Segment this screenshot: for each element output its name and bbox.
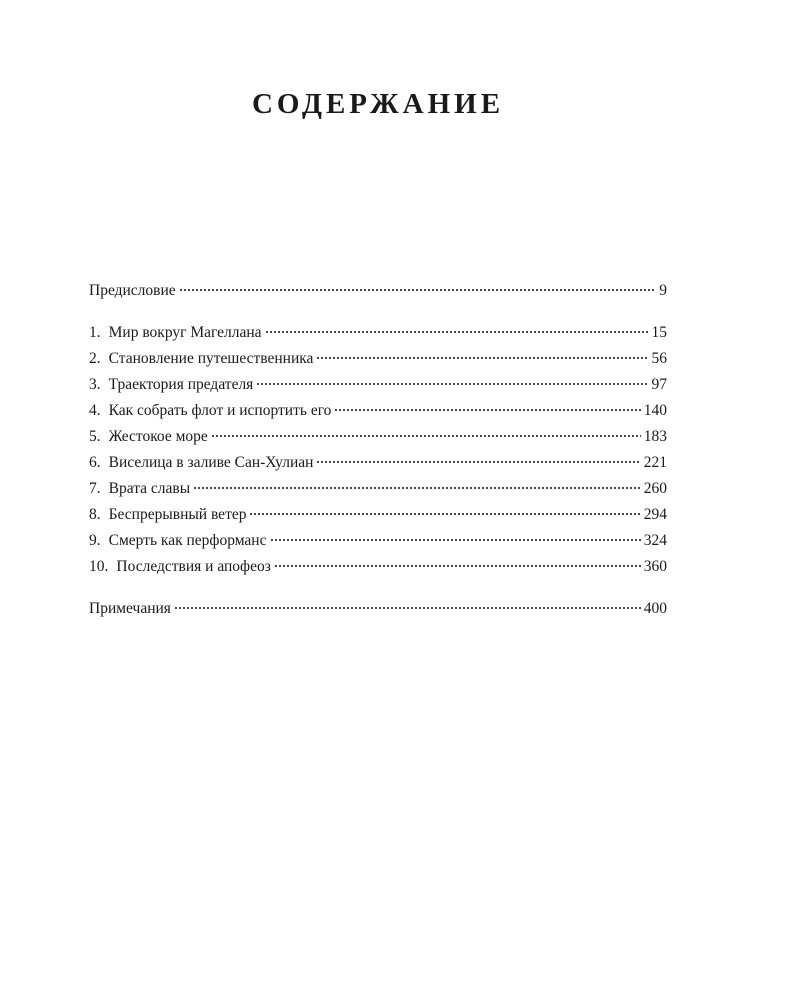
dot-leader [274, 565, 641, 567]
dot-leader [270, 539, 641, 541]
dot-leader [249, 513, 640, 515]
dot-leader [334, 409, 640, 411]
toc-entry-page: 56 [651, 350, 667, 367]
dot-leader [316, 357, 648, 359]
chapter-number: 1. [89, 324, 101, 341]
toc-entry-page: 140 [643, 402, 667, 419]
toc-entry-page: 260 [643, 480, 667, 497]
section-gap [89, 580, 667, 596]
dot-leader [174, 607, 641, 609]
toc-entry-chapter-9[interactable] [89, 528, 667, 554]
toc-entry-page: 294 [643, 506, 667, 523]
chapter-number: 5. [89, 428, 101, 445]
toc-entry-title: Жестокое море [108, 428, 208, 445]
chapter-number: 6. [89, 454, 101, 471]
chapter-number: 2. [89, 350, 101, 367]
page-title: СОДЕРЖАНИЕ [251, 88, 505, 120]
table-of-contents [89, 278, 667, 622]
toc-entry-page: 9 [659, 282, 667, 299]
toc-entry-notes[interactable] [89, 596, 667, 622]
chapter-number: 7. [89, 480, 101, 497]
toc-entry-page: 221 [643, 454, 667, 471]
toc-entry-title: Виселица в заливе Сан-Хулиан [108, 454, 314, 471]
toc-entry-page: 15 [651, 324, 667, 341]
toc-entry-title: Предисловие [89, 282, 176, 299]
dot-leader [316, 461, 640, 463]
dot-leader [256, 383, 648, 385]
toc-entry-title: Смерть как перформанс [108, 532, 267, 549]
toc-entry-chapter-4[interactable] [89, 398, 667, 424]
dot-leader [193, 487, 641, 489]
chapter-number: 8. [89, 506, 101, 523]
toc-entry-chapter-2[interactable] [89, 346, 667, 372]
chapter-number: 10. [89, 558, 109, 575]
chapter-number: 9. [89, 532, 101, 549]
toc-entry-page: 400 [643, 600, 667, 617]
toc-entry-title: Траектория предателя [108, 376, 254, 393]
dot-leader [265, 331, 649, 333]
toc-entry-title: Как собрать флот и испортить его [108, 402, 332, 419]
toc-entry-chapter-3[interactable] [89, 372, 667, 398]
toc-entry-page: 360 [643, 558, 667, 575]
toc-entry-chapter-6[interactable] [89, 450, 667, 476]
toc-entry-title: Последствия и апофеоз [116, 558, 271, 575]
chapter-number: 4. [89, 402, 101, 419]
toc-entry-title: Примечания [89, 600, 171, 617]
chapter-number: 3. [89, 376, 101, 393]
toc-entry-page: 324 [643, 532, 667, 549]
toc-entry-chapter-10[interactable] [89, 554, 667, 580]
toc-entry-chapter-5[interactable] [89, 424, 667, 450]
toc-entry-title: Мир вокруг Магеллана [108, 324, 262, 341]
dot-leader [179, 289, 657, 291]
toc-entry-chapter-1[interactable] [89, 320, 667, 346]
toc-entry-preface[interactable] [89, 278, 667, 304]
toc-entry-title: Беспрерывный ветер [108, 506, 247, 523]
section-gap [89, 304, 667, 320]
toc-entry-page: 97 [651, 376, 667, 393]
toc-entry-page: 183 [643, 428, 667, 445]
toc-entry-title: Становление путешественника [108, 350, 314, 367]
dot-leader [211, 435, 641, 437]
toc-entry-chapter-7[interactable] [89, 476, 667, 502]
chapter-list [89, 320, 667, 580]
toc-entry-title: Врата славы [108, 480, 191, 497]
toc-entry-chapter-8[interactable] [89, 502, 667, 528]
